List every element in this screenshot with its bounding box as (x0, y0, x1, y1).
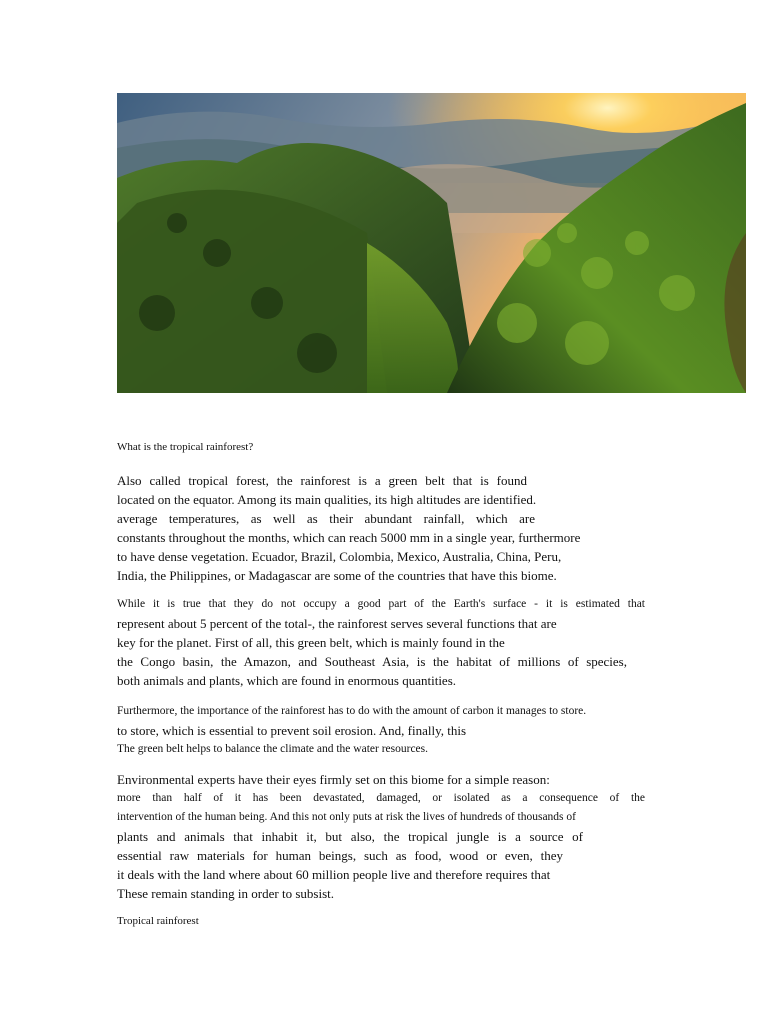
paragraph-line: intervention of the human being. And this not only puts at risk the lives of hundreds of thousands of (117, 811, 576, 823)
paragraph-line: essential raw materials for human beings, such as food, wood or even, they (117, 848, 563, 863)
section-heading: What is the tropical rainforest? (117, 441, 254, 453)
paragraph-line: plants and animals that inhabit it, but also, the tropical jungle is a source of (117, 829, 583, 844)
rainforest-photo (117, 93, 746, 393)
paragraph-line: Also called tropical forest, the rainforest is a green belt that is found (117, 473, 527, 488)
paragraph-line: The green belt helps to balance the climate and the water resources. (117, 743, 428, 755)
paragraph-2 (117, 595, 662, 690)
paragraph-line: to store, which is essential to prevent soil erosion. And, finally, this (117, 723, 467, 738)
paragraph-line: more than half of it has been devastated, damaged, or isolated as a consequence of the (117, 792, 645, 804)
paragraph-line: Environmental experts have their eyes firmly set on this biome for a simple reason: (117, 772, 550, 787)
paragraph-line: located on the equator. Among its main qualities, its high altitudes are identified. (117, 492, 537, 507)
image-caption: Tropical rainforest (117, 915, 199, 927)
paragraph-line: the Congo basin, the Amazon, and Southeast Asia, is the habitat of millions of species, (117, 654, 627, 669)
paragraph-line: Furthermore, the importance of the rainforest has to do with the amount of carbon it manages to store. (117, 705, 587, 717)
paragraph-line: to have dense vegetation. Ecuador, Brazil, Colombia, Mexico, Australia, China, Peru, (117, 549, 562, 564)
paragraph-line: represent about 5 percent of the total-, the rainforest serves several functions that are (117, 616, 557, 631)
paragraph-line: key for the planet. First of all, this green belt, which is mainly found in the (117, 635, 505, 650)
paragraph-line: These remain standing in order to subsist. (117, 886, 334, 901)
paragraph-line: constants throughout the months, which can reach 5000 mm in a single year, furthermore (117, 530, 581, 545)
paragraph-4 (117, 770, 662, 903)
paragraph-1 (117, 471, 662, 585)
rainforest-illustration (117, 93, 746, 393)
paragraph-line: While it is true that they do not occupy a good part of the Earth's surface - it is estimated that (117, 598, 645, 610)
paragraph-line: average temperatures, as well as their abundant rainfall, which are (117, 511, 535, 526)
paragraph-line: India, the Philippines, or Madagascar are some of the countries that have this biome. (117, 568, 557, 583)
paragraph-line: it deals with the land where about 60 million people live and therefore requires that (117, 867, 551, 882)
paragraph-line: both animals and plants, which are found in enormous quantities. (117, 673, 457, 688)
paragraph-3 (117, 702, 662, 759)
